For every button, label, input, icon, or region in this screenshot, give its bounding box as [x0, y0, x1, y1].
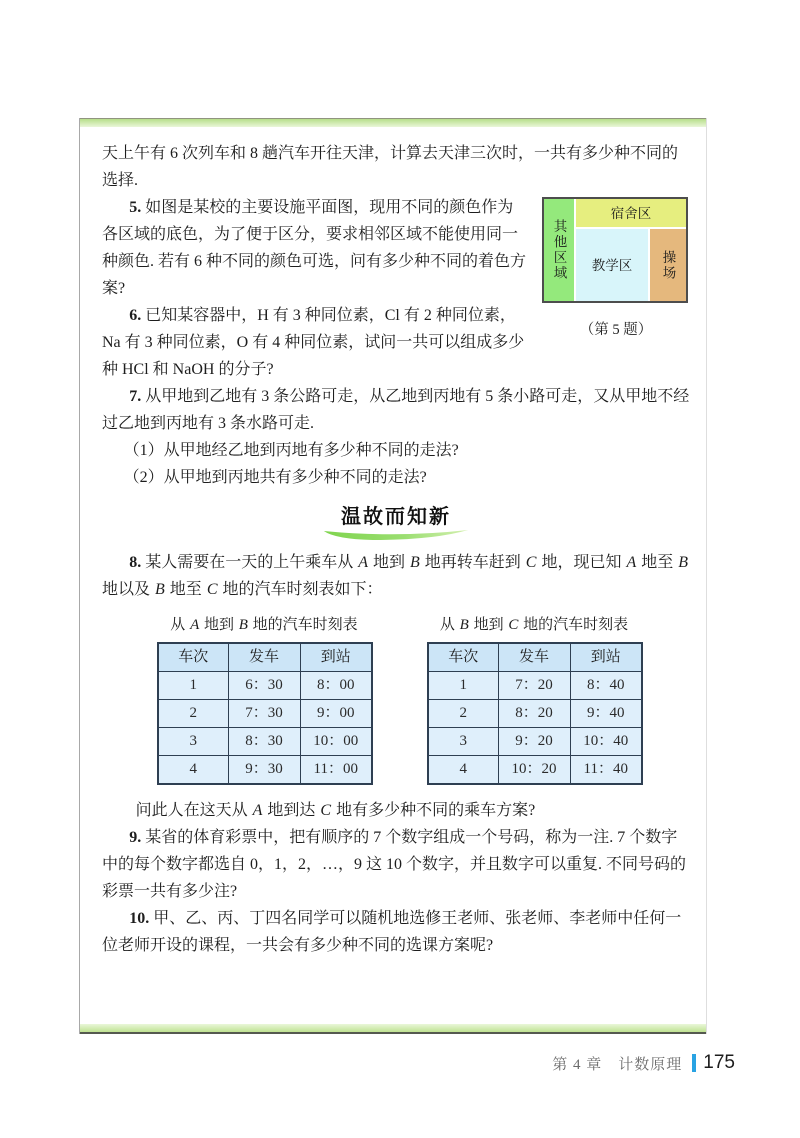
problem-8: 8. 某人需要在一天的上午乘车从 A 地到 B 地再转车赶到 C 地，现已知 A 地至 B 地以及 B 地至 C 地的汽车时刻表如下： [102, 554, 689, 598]
region-dormitory: 宿舍区 [576, 199, 686, 227]
cell: 9：20 [498, 728, 570, 756]
cell: 1 [158, 672, 228, 700]
cell: 3 [158, 728, 228, 756]
problem-5: 5. 如图是某校的主要设施平面图，现用不同的颜色作为各区域的底色，为了便于区分，要求相邻区域不能使用同一种颜色. 若有 6 种不同的颜色可选，问有多少种不同的着色方案? [102, 199, 527, 297]
problem-7: 7. 从甲地到乙地有 3 条公路可走，从乙地到丙地有 5 条小路可走，又从甲地不经过乙地到丙地有 3 条水路可走. [102, 388, 690, 432]
review-banner-label: 温故而知新 [341, 506, 451, 528]
cell: 8：20 [498, 700, 570, 728]
cell: 9：00 [300, 700, 372, 728]
cell: 2 [158, 700, 228, 728]
chapter-label: 第 4 章 计数原理 [552, 1056, 683, 1073]
table-row [428, 728, 642, 756]
cell: 1 [428, 672, 498, 700]
cell: 11：40 [570, 756, 642, 785]
region-playground: 操场 [650, 229, 686, 301]
table-row [158, 672, 372, 700]
review-banner [102, 504, 690, 532]
problem5-figure [542, 197, 690, 344]
timetable-a-b-table [157, 642, 373, 785]
col-header-arrive: 到站 [300, 643, 372, 672]
cell: 10：20 [498, 756, 570, 785]
cell: 9：30 [228, 756, 300, 785]
cell: 10：00 [300, 728, 372, 756]
problem-9: 9. 某省的体育彩票中，把有顺序的 7 个数字组成一个号码，称为一注. 7 个数字中的每个数字都选自 0，1，2，…，9 这 10 个数字，并且数字可以重复. 不同号码的彩票一共有多少注? [102, 829, 687, 900]
cell: 4 [428, 756, 498, 785]
page-content [80, 127, 706, 959]
page-footer [552, 1051, 735, 1075]
facility-map [542, 197, 688, 303]
paragraph-intro: 天上午有 6 次列车和 8 趟汽车开往天津，计算去天津三次时，一共有多少种不同的选择. [102, 145, 679, 189]
cell: 9：40 [570, 700, 642, 728]
region-other-area: 其他区域 [544, 199, 574, 301]
cell: 7：20 [498, 672, 570, 700]
problem-7-q2: （2）从甲地到丙地共有多少种不同的走法? [123, 469, 427, 486]
table-header-row [158, 643, 372, 672]
table-row [428, 672, 642, 700]
col-header-train: 车次 [428, 643, 498, 672]
cell: 11：00 [300, 756, 372, 785]
cell: 4 [158, 756, 228, 785]
table-header-row [428, 643, 642, 672]
col-header-arrive: 到站 [570, 643, 642, 672]
review-banner-chip [335, 504, 457, 532]
green-swoosh-icon [321, 527, 471, 541]
problem-8-question: 问此人在这天从 A 地到达 C 地有多少种不同的乘车方案? [135, 802, 536, 819]
cell: 8：00 [300, 672, 372, 700]
figure-caption: （第 5 题） [579, 322, 653, 338]
content-frame [79, 118, 707, 1034]
table-row [158, 700, 372, 728]
cell: 7：30 [228, 700, 300, 728]
timetables-row [157, 615, 690, 785]
footer-accent-bar [692, 1054, 696, 1072]
col-header-train: 车次 [158, 643, 228, 672]
bottom-rule [80, 1024, 706, 1034]
cell: 3 [428, 728, 498, 756]
problem-6: 6. 已知某容器中，H 有 3 种同位素，Cl 有 2 种同位素，Na 有 3 种同位素，O 有 4 种同位素，试问一共可以组成多少种 HCl 和 NaOH 的分子? [102, 307, 525, 378]
col-header-depart: 发车 [498, 643, 570, 672]
col-header-depart: 发车 [228, 643, 300, 672]
cell: 8：30 [228, 728, 300, 756]
problem-10: 10. 甲、乙、丙、丁四名同学可以随机地选修王老师、张老师、李老师中任何一位老师开设的课程，一共会有多少种不同的选课方案呢? [102, 910, 682, 954]
page-number: 175 [703, 1052, 735, 1073]
top-rule [80, 118, 706, 127]
timetable-b-c-title: 从 B 地到 C 地的汽车时刻表 [439, 617, 629, 633]
region-teaching: 教学区 [576, 229, 648, 301]
problem-7-q1: （1）从甲地经乙地到丙地有多少种不同的走法? [123, 442, 459, 459]
table-row [428, 756, 642, 785]
table-row [158, 756, 372, 785]
table-row [158, 728, 372, 756]
cell: 6：30 [228, 672, 300, 700]
timetable-a-b-title: 从 A 地到 B 地的汽车时刻表 [170, 617, 358, 633]
timetable-b-c-table [427, 642, 643, 785]
timetable-a-b [157, 615, 371, 785]
cell: 10：40 [570, 728, 642, 756]
table-row [428, 700, 642, 728]
cell: 8：40 [570, 672, 642, 700]
cell: 2 [428, 700, 498, 728]
timetable-b-c [427, 615, 641, 785]
